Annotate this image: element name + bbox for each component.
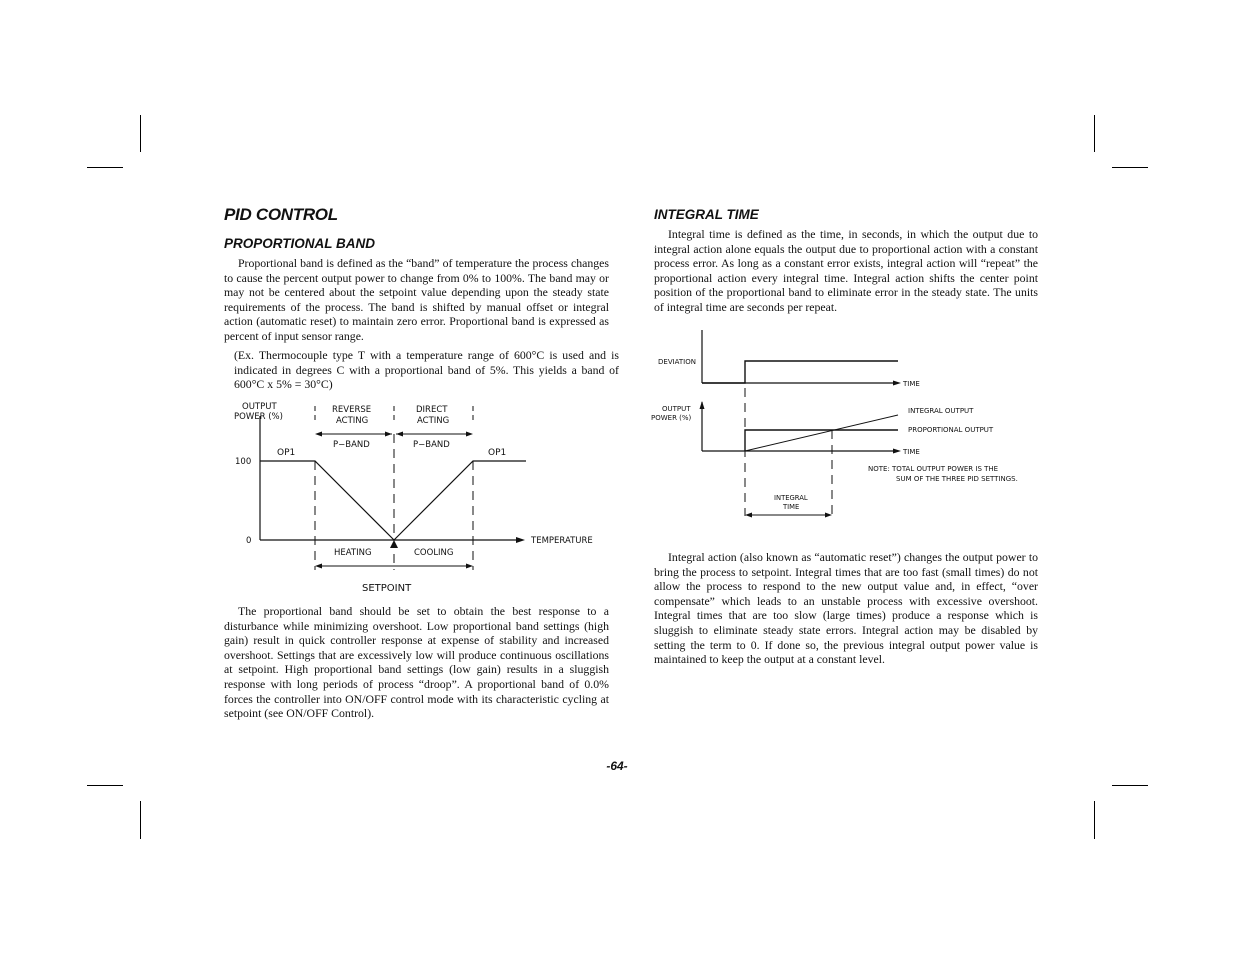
label-reverse: REVERSE bbox=[332, 405, 372, 415]
crop-mark bbox=[1112, 785, 1148, 786]
paragraph-integral-time-definition: Integral time is defined as the time, in seconds, in which the output due to integral action alone equals the output due to proportional action with a constant process error. As long as a constant error exists, integral action will “repeat” the proportional action every integral time. Integral action shifts the center point position of the proportional band to eliminate error in the steady state. The units of integral time are seconds per repeat. bbox=[654, 227, 1038, 314]
label-integral-time: INTEGRAL bbox=[774, 494, 808, 502]
integral-time-diagram bbox=[650, 326, 1040, 526]
ylabel-output: OUTPUT bbox=[242, 402, 277, 412]
cooling-curve bbox=[394, 461, 526, 540]
label-proportional-output: PROPORTIONAL OUTPUT bbox=[908, 426, 994, 434]
label-op1-left: OP1 bbox=[277, 448, 296, 458]
label-integral-output: INTEGRAL OUTPUT bbox=[908, 407, 974, 415]
note-line-1: NOTE: TOTAL OUTPUT POWER IS THE bbox=[868, 465, 999, 473]
label-acting-right: ACTING bbox=[417, 416, 450, 426]
page-title: PID CONTROL bbox=[224, 205, 338, 224]
label-acting-left: ACTING bbox=[336, 416, 369, 426]
crop-mark bbox=[1094, 115, 1095, 152]
deviation-step bbox=[702, 361, 898, 383]
label-time-top: TIME bbox=[903, 380, 920, 388]
section-heading-proportional-band: PROPORTIONAL BAND bbox=[224, 236, 376, 251]
label-0: 0 bbox=[246, 536, 252, 546]
crop-mark bbox=[140, 115, 141, 152]
heating-curve bbox=[260, 461, 394, 540]
label-100: 100 bbox=[235, 457, 252, 467]
label-setpoint: SETPOINT bbox=[362, 583, 412, 594]
crop-mark bbox=[1094, 801, 1095, 839]
label-cooling: COOLING bbox=[414, 548, 454, 558]
label-direct: DIRECT bbox=[416, 405, 448, 415]
integral-output-line bbox=[745, 415, 898, 451]
label-pband-left: P−BAND bbox=[333, 440, 370, 450]
paragraph-integral-action: Integral action (also known as “automatic reset”) changes the output power to bring the process to setpoint. Integral times that are too fast (small times) do not allow the process to respond to the new output value and, in effect, “over compensate” which leads to an unstable process with excessive overshoot. Integral times that are too slow (large times) produce a response which is sluggish to eliminate steady state errors. Integral action may be disabled by setting the term to 0. If done so, the previous integral output power value is maintained to keep the output at a constant level. bbox=[654, 550, 1038, 667]
ylabel-output: OUTPUT bbox=[662, 405, 691, 413]
crop-mark bbox=[87, 167, 123, 168]
label-deviation: DEVIATION bbox=[658, 358, 696, 366]
section-heading-integral-time: INTEGRAL TIME bbox=[654, 207, 759, 222]
paragraph-proportional-band-definition: Proportional band is defined as the “band” of temperature the process changes to cause the percent output power to change from 0% to 100%. The band may or may not be centered about the setpoint value depending upon the steady state requirements of the process. The band is shifted by manual offset or integral action (automatic reset) to maintain zero error. Proportional band is expressed as percent of input sensor range. bbox=[224, 256, 609, 343]
crop-mark bbox=[87, 785, 123, 786]
ylabel-power: POWER (%) bbox=[234, 412, 283, 422]
label-heating: HEATING bbox=[334, 548, 372, 558]
proportional-band-diagram bbox=[228, 398, 608, 598]
page-number: -64- bbox=[606, 759, 628, 773]
crop-mark bbox=[140, 801, 141, 839]
ylabel-power: POWER (%) bbox=[651, 414, 692, 422]
label-time-bottom: TIME bbox=[903, 448, 920, 456]
label-integral-time-2: TIME bbox=[783, 503, 800, 511]
label-op1-right: OP1 bbox=[488, 448, 507, 458]
label-temperature: TEMPERATURE bbox=[531, 536, 593, 546]
paragraph-proportional-band-settings: The proportional band should be set to obtain the best response to a disturbance while minimizing overshoot. Low proportional band settings (high gain) result in quick controller response at expense of stability and increased overshoot. Settings that are excessively low will produce continuous oscillations at setpoint. High proportional band settings (low gain) results in a sluggish response with long periods of process “droop”. A proportional band of 0.0% forces the controller into ON/OFF control mode with its characteristic cycling at setpoint (see ON/OFF Control). bbox=[224, 604, 609, 721]
note-line-2: SUM OF THE THREE PID SETTINGS. bbox=[896, 475, 1018, 483]
label-pband-right: P−BAND bbox=[413, 440, 450, 450]
crop-mark bbox=[1112, 167, 1148, 168]
paragraph-example: (Ex. Thermocouple type T with a temperature range of 600°C is used and is indicated in degrees C with a proportional band of 5%. This yields a band of 600°C x 5% = 30°C) bbox=[234, 348, 619, 392]
